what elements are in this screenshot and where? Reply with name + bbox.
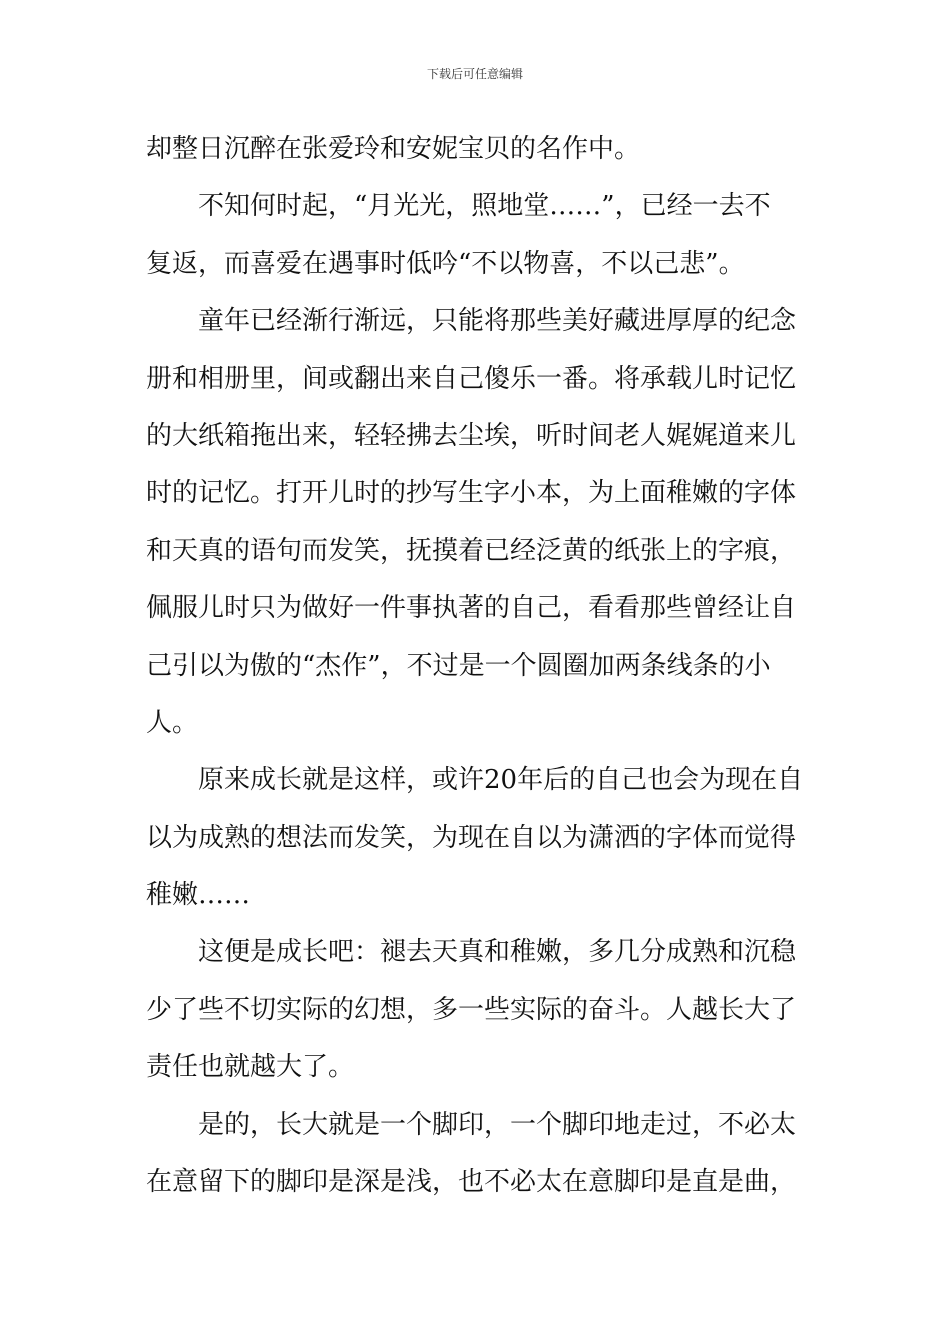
- text-line: 这便是成长吧：褪去天真和稚嫩，多几分成熟和沉稳: [198, 937, 797, 968]
- body-text: [146, 121, 808, 1211]
- text-line: 是的，长大就是一个脚印，一个脚印地走过，不必太: [198, 1109, 797, 1140]
- text-line: 的大纸箱拖出来，轻轻拂去尘埃，听时间老人娓娓道来儿: [146, 420, 797, 451]
- text-line: 册和相册里，间或翻出来自己傻乐一番。将承载儿时记忆: [146, 363, 797, 394]
- text-line: 童年已经渐行渐远，只能将那些美好藏进厚厚的纪念: [198, 306, 797, 337]
- text-line: 在意留下的脚印是深是浅，也不必太在意脚印是直是曲，: [146, 1167, 797, 1198]
- text-line: 佩服儿时只为做好一件事执著的自己，看看那些曾经让自: [146, 593, 797, 624]
- page-header: 下载后可任意编辑: [426, 67, 523, 81]
- text-line: 不知何时起，“月光光，照地堂……”，已经一去不: [198, 191, 771, 222]
- text-line: 人。: [146, 707, 199, 738]
- text-line: 以为成熟的想法而发笑，为现在自以为潇洒的字体而觉得: [146, 822, 797, 853]
- text-line: 稚嫩……: [146, 880, 251, 911]
- text-line: 和天真的语句而发笑，抚摸着已经泛黄的纸张上的字痕，: [146, 535, 797, 566]
- text-line: 原来成长就是这样，或许20年后的自己也会为现在自: [198, 765, 804, 796]
- text-line: 少了些不切实际的幻想，多一些实际的奋斗。人越长大了: [146, 994, 797, 1025]
- text-line: 时的记忆。打开儿时的抄写生字小本，为上面稚嫩的字体: [146, 478, 797, 509]
- text-line: 责任也就越大了。: [146, 1052, 355, 1083]
- text-line: 却整日沉醉在张爱玲和安妮宝贝的名作中。: [146, 134, 641, 164]
- text-line: 复返，而喜爱在遇事时低吟“不以物喜，不以己悲”。: [146, 248, 745, 279]
- text-line: 己引以为傲的“杰作”，不过是一个圆圈加两条线条的小: [146, 650, 771, 681]
